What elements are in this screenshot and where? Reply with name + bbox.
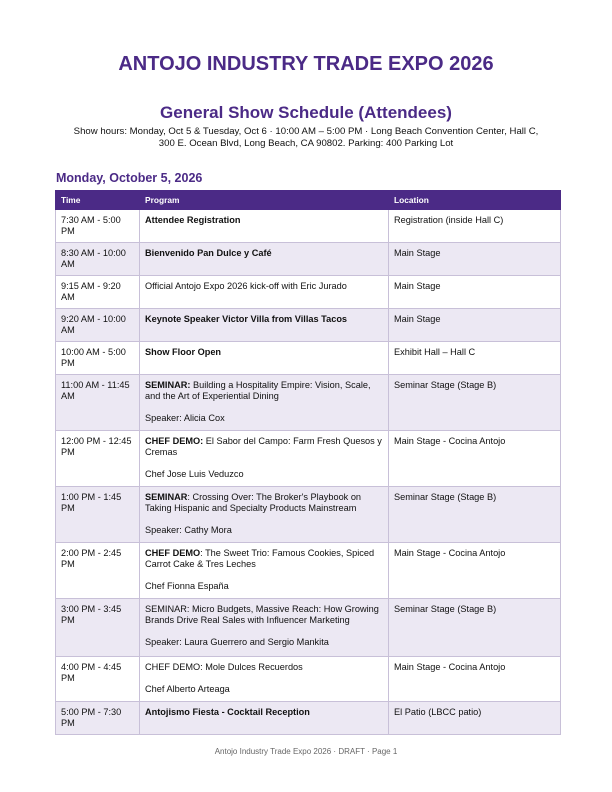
day-heading: Monday, October 5, 2026 bbox=[56, 171, 203, 185]
program-type: CHEF DEMO bbox=[145, 548, 201, 558]
table-row bbox=[56, 599, 561, 657]
cell-time: 9:20 AM - 10:00 AM bbox=[56, 309, 140, 342]
show-hours-line-2: 300 E. Ocean Blvd, Long Beach, CA 90802. Parking: 400 Parking Lot bbox=[158, 138, 454, 149]
program-type: SEMINAR bbox=[145, 492, 188, 502]
cell-location: El Patio (LBCC patio) bbox=[389, 702, 561, 735]
table-row bbox=[56, 702, 561, 735]
program-speaker: Speaker: Cathy Mora bbox=[145, 525, 232, 535]
table-row bbox=[56, 543, 561, 599]
program-type: SEMINAR: bbox=[145, 380, 191, 390]
show-hours bbox=[40, 126, 572, 150]
cell-location: Exhibit Hall – Hall C bbox=[389, 342, 561, 375]
program-speaker: Speaker: Laura Guerrero and Sergio Mankita bbox=[145, 637, 329, 647]
program-title: Building a Hospitality Empire: Vision, Scale, and the Art of Experiential Dining bbox=[145, 380, 371, 401]
program-title: SEMINAR: Micro Budgets, Massive Reach: How Growing Brands Drive Real Sales with Influencer Marketing bbox=[145, 604, 379, 625]
cell-program bbox=[140, 657, 389, 702]
table-row bbox=[56, 210, 561, 243]
header-program: Program bbox=[140, 191, 389, 210]
cell-program bbox=[140, 375, 389, 431]
table-row bbox=[56, 342, 561, 375]
program-title: El Sabor del Campo: Farm Fresh Quesos y Cremas bbox=[145, 436, 382, 457]
program-speaker: Chef Alberto Arteaga bbox=[145, 684, 230, 694]
cell-program: Antojismo Fiesta - Cocktail Reception bbox=[140, 702, 389, 735]
cell-location: Main Stage bbox=[389, 276, 561, 309]
schedule-table bbox=[55, 190, 561, 735]
cell-time: 7:30 AM - 5:00 PM bbox=[56, 210, 140, 243]
table-row bbox=[56, 375, 561, 431]
cell-location: Main Stage - Cocina Antojo bbox=[389, 543, 561, 599]
cell-location: Seminar Stage (Stage B) bbox=[389, 599, 561, 657]
show-hours-line-1: Show hours: Monday, Oct 5 & Tuesday, Oct 6 · 10:00 AM – 5:00 PM · Long Beach Convention Center, Hall C, bbox=[73, 126, 539, 137]
cell-program bbox=[140, 599, 389, 657]
program-type: CHEF DEMO: bbox=[145, 436, 204, 446]
cell-time: 1:00 PM - 1:45 PM bbox=[56, 487, 140, 543]
cell-time: 2:00 PM - 2:45 PM bbox=[56, 543, 140, 599]
cell-location: Main Stage bbox=[389, 243, 561, 276]
program-title: : Crossing Over: The Broker's Playbook on Taking Hispanic and Specialty Products Mainstream bbox=[145, 492, 362, 513]
page-footer: Antojo Industry Trade Expo 2026 · DRAFT · Page 1 bbox=[214, 747, 398, 756]
cell-location: Main Stage - Cocina Antojo bbox=[389, 657, 561, 702]
cell-location: Main Stage - Cocina Antojo bbox=[389, 431, 561, 487]
cell-program bbox=[140, 543, 389, 599]
cell-time: 3:00 PM - 3:45 PM bbox=[56, 599, 140, 657]
program-speaker: Chef Jose Luis Veduzco bbox=[145, 469, 244, 479]
table-row bbox=[56, 487, 561, 543]
program-speaker: Chef Fionna España bbox=[145, 581, 229, 591]
cell-time: 5:00 PM - 7:30 PM bbox=[56, 702, 140, 735]
table-row bbox=[56, 309, 561, 342]
cell-location: Registration (inside Hall C) bbox=[389, 210, 561, 243]
program-speaker: Speaker: Alicia Cox bbox=[145, 413, 225, 423]
cell-time: 8:30 AM - 10:00 AM bbox=[56, 243, 140, 276]
cell-time: 10:00 AM - 5:00 PM bbox=[56, 342, 140, 375]
cell-time: 9:15 AM - 9:20 AM bbox=[56, 276, 140, 309]
cell-location: Seminar Stage (Stage B) bbox=[389, 487, 561, 543]
document-title: ANTOJO INDUSTRY TRADE EXPO 2026 bbox=[118, 53, 494, 75]
cell-time: 11:00 AM - 11:45 AM bbox=[56, 375, 140, 431]
cell-location: Seminar Stage (Stage B) bbox=[389, 375, 561, 431]
table-row bbox=[56, 657, 561, 702]
table-header-row bbox=[56, 191, 561, 210]
cell-program bbox=[140, 487, 389, 543]
program-title: : The Sweet Trio: Famous Cookies, Spiced Carrot Cake & Tres Leches bbox=[145, 548, 375, 569]
table-row bbox=[56, 243, 561, 276]
program-title: CHEF DEMO: Mole Dulces Recuerdos bbox=[145, 662, 303, 672]
cell-program: Keynote Speaker Victor Villa from Villas Tacos bbox=[140, 309, 389, 342]
cell-program: Attendee Registration bbox=[140, 210, 389, 243]
header-time: Time bbox=[56, 191, 140, 210]
cell-time: 12:00 PM - 12:45 PM bbox=[56, 431, 140, 487]
schedule-subtitle: General Show Schedule (Attendees) bbox=[160, 103, 452, 122]
cell-program: Show Floor Open bbox=[140, 342, 389, 375]
cell-program bbox=[140, 431, 389, 487]
header-location: Location bbox=[389, 191, 561, 210]
cell-program: Bienvenido Pan Dulce y Café bbox=[140, 243, 389, 276]
table-row bbox=[56, 431, 561, 487]
cell-time: 4:00 PM - 4:45 PM bbox=[56, 657, 140, 702]
cell-program: Official Antojo Expo 2026 kick-off with Eric Jurado bbox=[140, 276, 389, 309]
table-row bbox=[56, 276, 561, 309]
cell-location: Main Stage bbox=[389, 309, 561, 342]
